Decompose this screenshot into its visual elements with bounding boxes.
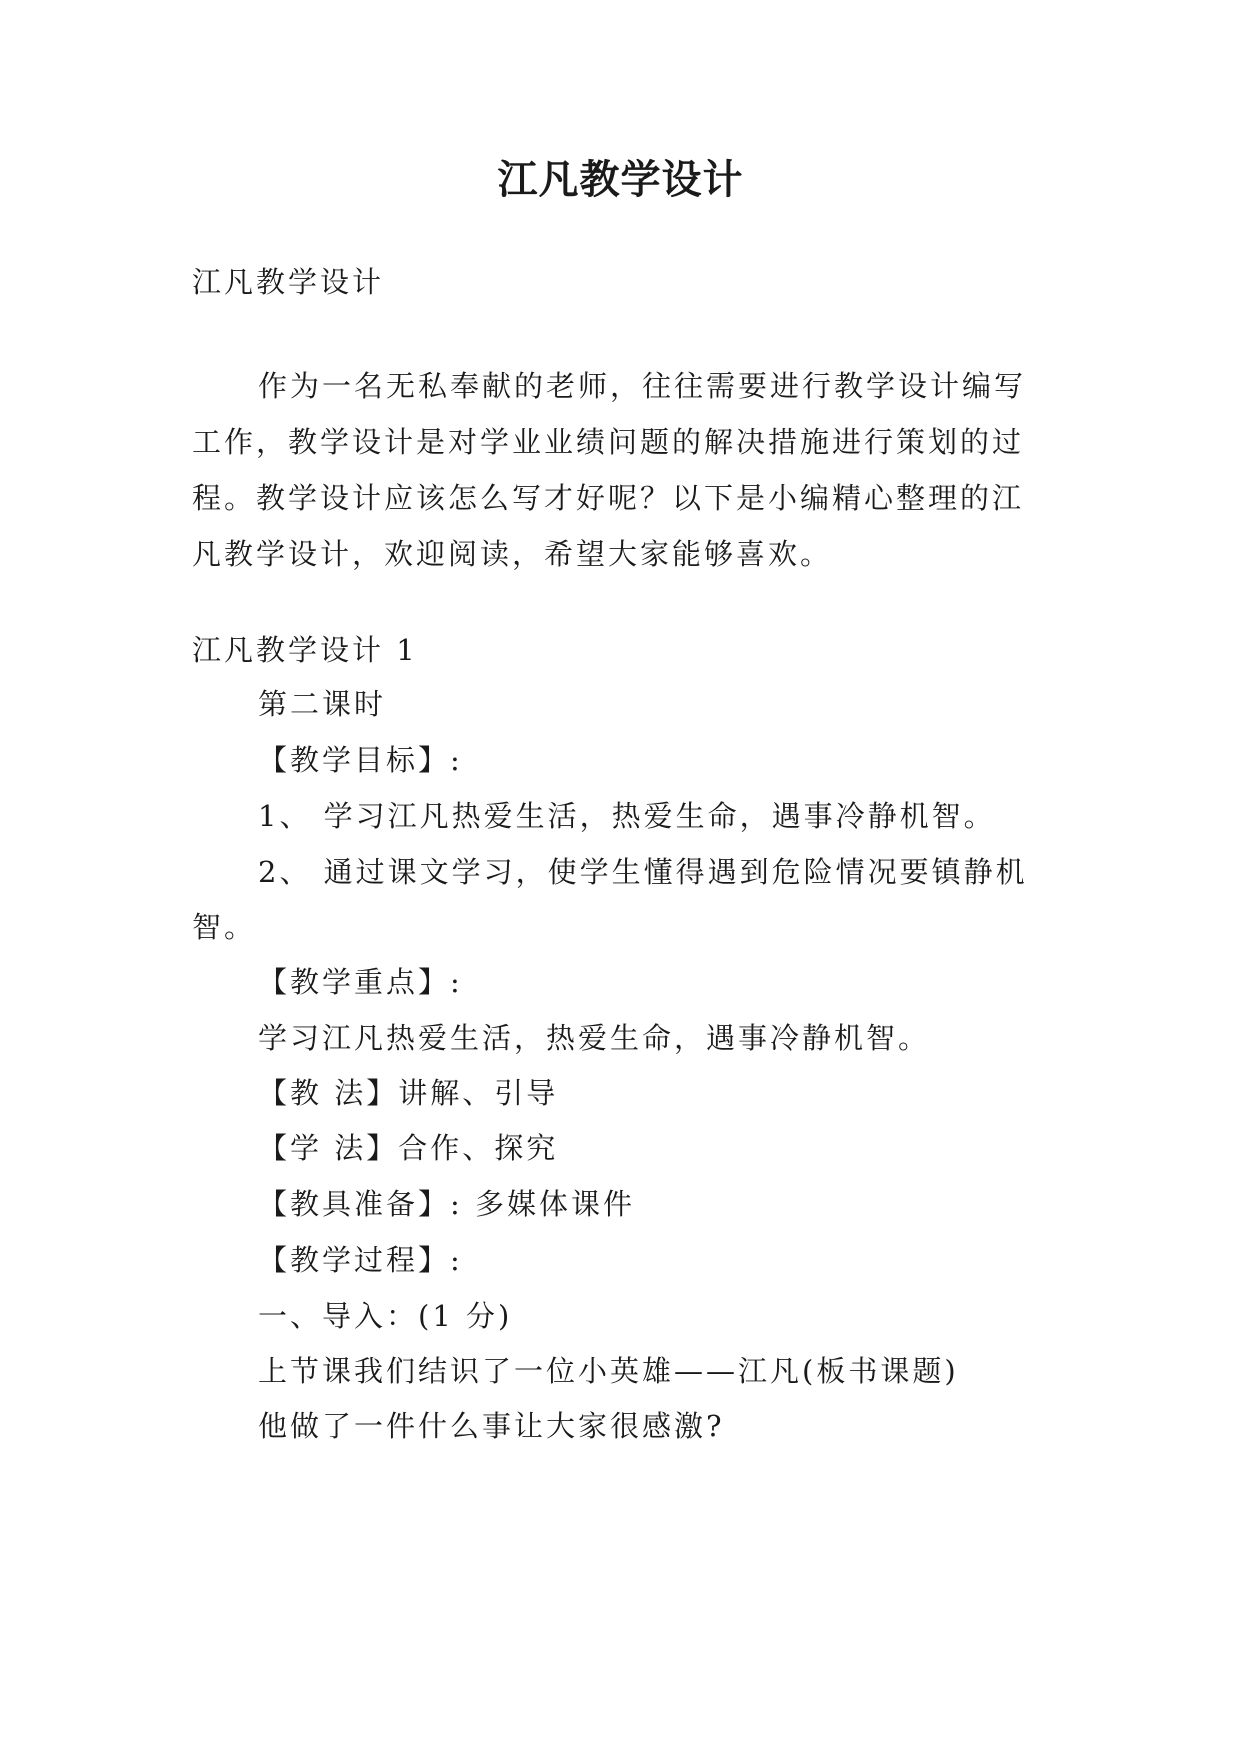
document-subtitle: 江凡教学设计 (192, 265, 385, 299)
objective-item-continued: 智。 (192, 910, 257, 944)
lesson-period: 第二课时 (258, 687, 387, 721)
intro-line: 程。教学设计应该怎么写才好呢？以下是小编精心整理的江 (192, 481, 1025, 515)
objective-item: 1、 学习江凡热爱生活，热爱生命，遇事冷静机智。 (258, 799, 996, 833)
section-heading: 江凡教学设计 1 (192, 633, 418, 667)
document-title: 江凡教学设计 (497, 156, 744, 203)
materials: 【教具准备】: 多媒体课件 (258, 1187, 635, 1221)
key-points-text: 学习江凡热爱生活，热爱生命，遇事冷静机智。 (258, 1021, 931, 1055)
intro-line: 工作，教学设计是对学业业绩问题的解决措施进行策划的过 (192, 425, 1025, 459)
intro-line: 作为一名无私奉献的老师，往往需要进行教学设计编写 (258, 369, 1027, 403)
process-step: 一、导入：(1 分) (258, 1299, 513, 1333)
key-points-heading: 【教学重点】: (258, 965, 463, 999)
objective-item: 2、 通过课文学习，使学生懂得遇到危险情况要镇静机 (258, 855, 1028, 889)
process-text: 他做了一件什么事让大家很感激? (258, 1409, 725, 1443)
process-heading: 【教学过程】: (258, 1243, 463, 1277)
teaching-method: 【教 法】讲解、引导 (258, 1076, 559, 1110)
objectives-heading: 【教学目标】: (258, 743, 463, 777)
intro-line: 凡教学设计，欢迎阅读，希望大家能够喜欢。 (192, 537, 833, 571)
learning-method: 【学 法】合作、探究 (258, 1131, 559, 1165)
process-text: 上节课我们结识了一位小英雄——江凡(板书课题) (258, 1354, 959, 1388)
